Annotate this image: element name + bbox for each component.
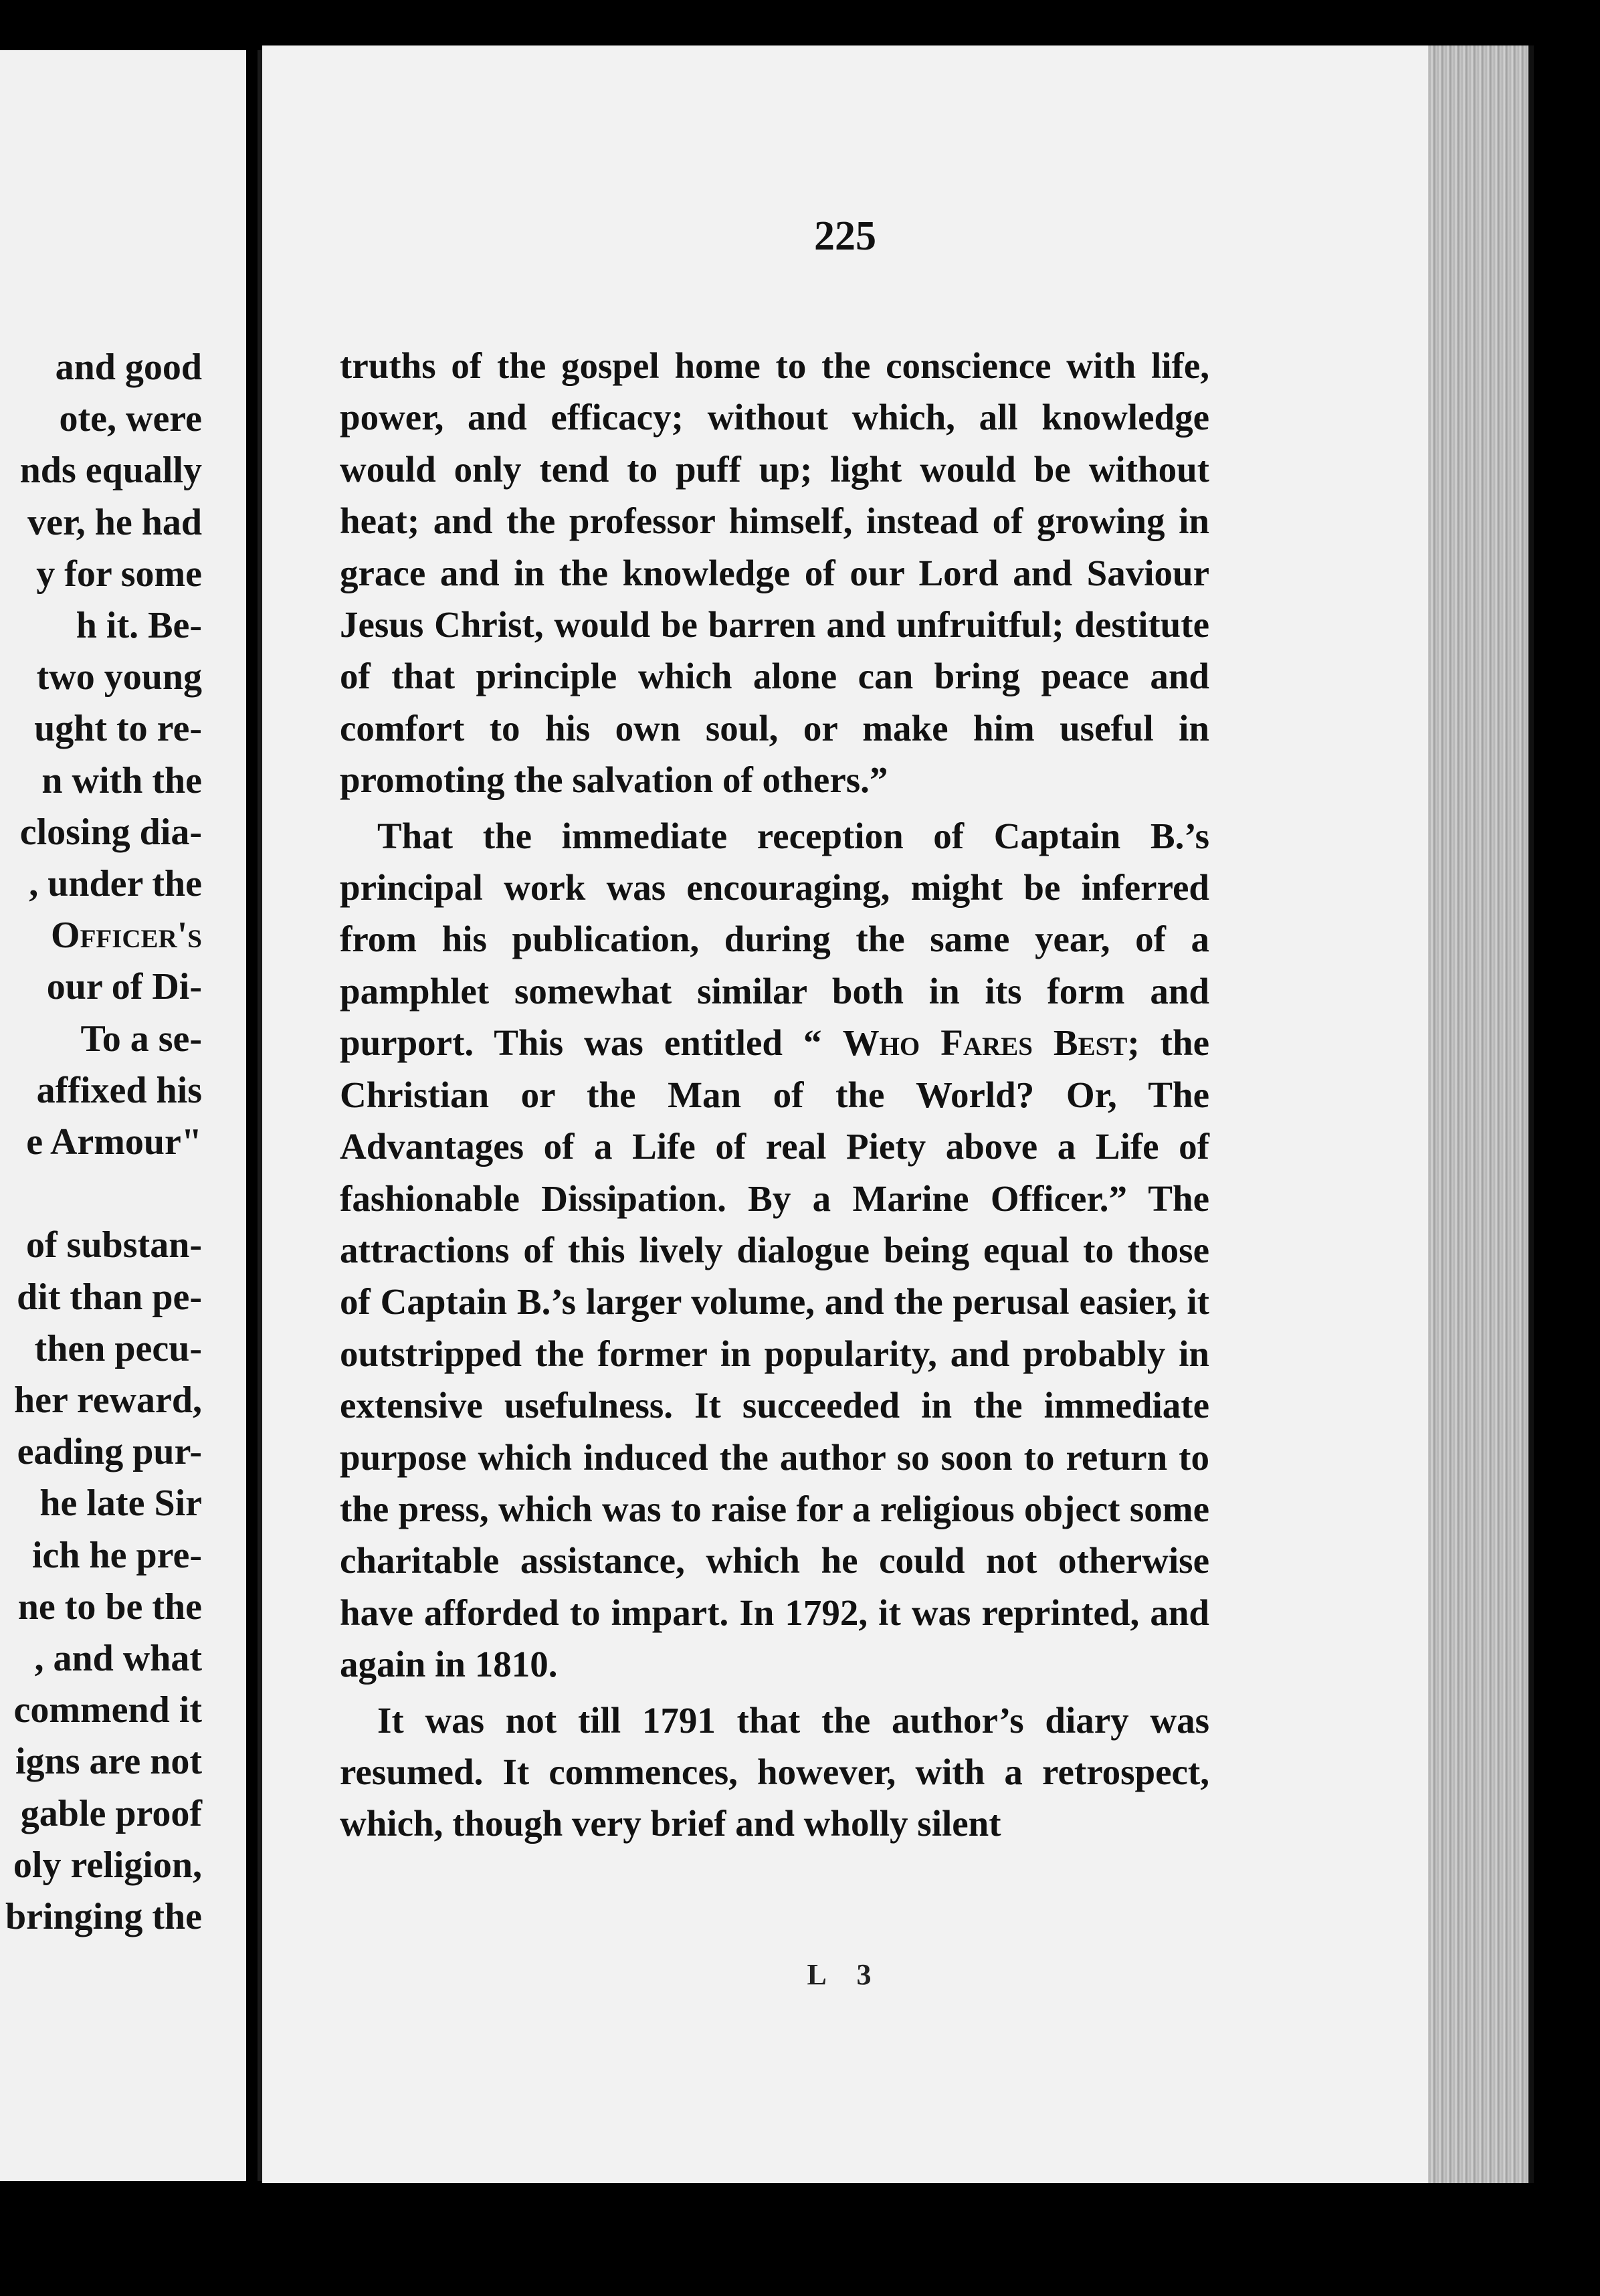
left-page-line: he late Sir: [39, 1482, 202, 1525]
left-page-line: y for some: [36, 553, 202, 595]
left-page-line: eading pur-: [17, 1431, 202, 1473]
page-number: 225: [814, 213, 876, 259]
left-page-line: , and what: [34, 1638, 202, 1680]
left-page-line: h it. Be-: [76, 605, 202, 647]
left-page-line: ver, he had: [27, 501, 202, 543]
left-page-line: igns are not: [15, 1741, 202, 1783]
paragraph-text: It was not till 1791 that the author’s diary was resumed. It commences, however, with a retrospect, which, though very brief and wholly silent: [340, 1699, 1209, 1844]
left-page-line: affixed his: [36, 1069, 202, 1111]
left-page-line: , under the: [29, 863, 202, 905]
left-page-line: commend it: [13, 1689, 202, 1731]
left-page-text-fragments: [5, 342, 202, 1943]
left-page-line: [5, 1168, 202, 1220]
left-page-line: our of Di-: [46, 966, 202, 1008]
left-page-line: oly religion,: [13, 1844, 202, 1886]
left-page-line: gable proof: [20, 1792, 202, 1834]
left-page-line: then pecu-: [34, 1327, 202, 1369]
left-page: [0, 50, 246, 2181]
signature-mark: L 3: [807, 1958, 884, 1991]
left-page-line: closing dia-: [19, 811, 202, 853]
paragraph: [340, 1695, 1209, 1850]
title-small-caps: Who Fares Best: [842, 1022, 1128, 1064]
paragraph-text: truths of the gospel home to the conscience with life, power, and efficacy; without which, all knowledge would only tend to puff up; light would be without heat; and the professor himself, instead of growing in grace and in the knowledge of our Lord and Saviour Jesus Christ, would be barren and unfruitful; destitute of that principle which alone can bring peace and comfort to his own soul, or make him useful in promoting the salvation of others.”: [340, 345, 1209, 801]
left-page-line: ught to re-: [34, 708, 202, 750]
left-page-line: Officer's: [51, 915, 202, 957]
left-page-line: n with the: [41, 759, 202, 801]
left-page-line: of substan-: [26, 1224, 202, 1266]
left-page-line: ich he pre-: [31, 1534, 202, 1576]
paragraph-text: That the immediate reception of Captain B.’s principal work was encouraging, might be inferred from his publication, during the same year, of a pamphlet somewhat similar both in its form and purport. This was entitled “: [340, 815, 1209, 1064]
left-page-line: bringing the: [5, 1896, 202, 1938]
left-page-line: her reward,: [14, 1379, 202, 1422]
left-page-line: two young: [36, 656, 202, 698]
left-page-line: and good: [55, 347, 202, 388]
left-page-line: ote, were: [59, 398, 202, 440]
page-edges: [1428, 45, 1534, 2183]
body-text: [340, 340, 1209, 1854]
left-page-line: nds equally: [19, 450, 202, 492]
paragraph-text: ; the Christian or the Man of the World? Or, The Advantages of a Life of real Piety above a Life of fashionable Dissipation. By a Marine Officer.” The attractions of this lively dialogue being equal to those of Captain B.’s larger volume, and the perusal easier, it outstripped the former in popularity, and probably in extensive usefulness. It succeeded in the immediate purpose which induced the author so soon to return to the press, which was to raise for a religious object some charitable assistance, which he could not otherwise have afforded to impart. In 1792, it was reprinted, and again in 1810.: [340, 1022, 1210, 1685]
left-page-line: dit than pe-: [17, 1276, 202, 1318]
paragraph: [340, 810, 1209, 1691]
left-page-line: ne to be the: [17, 1586, 202, 1628]
left-page-line: To a se-: [80, 1018, 202, 1060]
left-page-line: e Armour": [26, 1121, 202, 1163]
paragraph: [340, 340, 1209, 806]
right-page: [262, 45, 1428, 2183]
